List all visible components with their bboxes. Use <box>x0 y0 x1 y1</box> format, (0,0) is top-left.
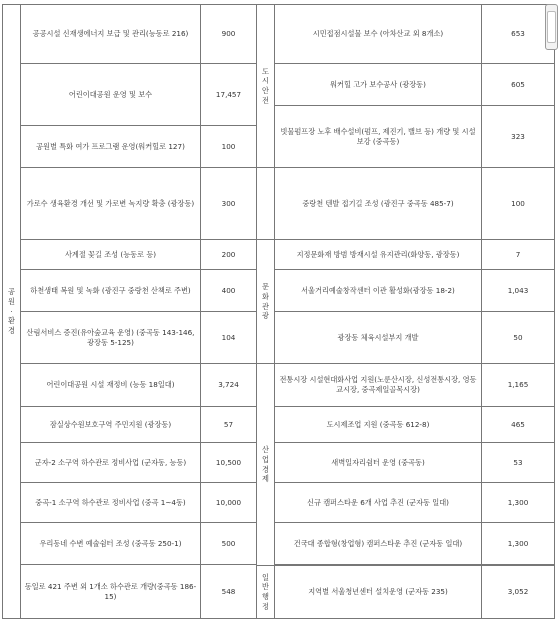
right-item-text: 도시제조업 지원 (중곡동 612-8) <box>275 407 482 443</box>
right-item-text: 건국대 종합형(창업형) 캠퍼스타운 추진 (군자동 일대) <box>275 523 482 565</box>
left-item-text: 잠실상수원보호구역 주민지원 (광장동) <box>21 407 201 443</box>
right-item-text: 시민접점시설물 보수 (아차산교 외 8개소) <box>275 5 482 64</box>
table-row <box>3 270 555 312</box>
left-item-amount: 548 <box>201 565 257 619</box>
left-item-text: 가로수 생육환경 개선 및 가로변 녹지량 확충 (광장동) <box>21 168 201 240</box>
right-item-amount: 653 <box>482 5 555 64</box>
right-item-text: 워커힐 고가 보수공사 (광장동) <box>275 64 482 106</box>
left-item-text: 군자-2 소구역 하수관로 정비사업 (군자동, 능동) <box>21 443 201 483</box>
right-item-amount: 100 <box>482 168 555 240</box>
table-row <box>3 407 555 443</box>
category-park-environment: 공 원 · 환 경 <box>3 5 21 619</box>
right-item-text: 중랑천 텐발 접기길 조성 (광진구 중곡동 485-7) <box>275 168 482 240</box>
left-item-amount: 10,000 <box>201 483 257 523</box>
right-item-amount: 50 <box>482 312 555 364</box>
left-item-text: 하천생태 복원 및 녹화 (광진구 중랑천 산책로 주변) <box>21 270 201 312</box>
right-item-amount: 7 <box>482 240 555 270</box>
right-item-amount: 605 <box>482 64 555 106</box>
left-item-text: 동일로 421 주변 외 1개소 하수관로 개량(중곡동 186-15) <box>21 565 201 619</box>
left-item-amount: 500 <box>201 523 257 565</box>
table-row <box>3 483 555 523</box>
right-item-text: 광장동 체육시설부지 개발 <box>275 312 482 364</box>
table-row <box>3 364 555 407</box>
table-row <box>3 312 555 364</box>
left-item-amount: 300 <box>201 168 257 240</box>
left-item-amount: 100 <box>201 126 257 168</box>
left-item-text: 우리동네 수변 예술쉼터 조성 (중곡동 250-1) <box>21 523 201 565</box>
left-item-text: 사계절 꽃길 조성 (능동로 등) <box>21 240 201 270</box>
right-item-text: 서울거리예술창작센터 이관 활성화(광장동 18-2) <box>275 270 482 312</box>
right-item-amount: 53 <box>482 443 555 483</box>
left-item-text: 중곡-1 소구역 하수관로 정비사업 (중곡 1~4동) <box>21 483 201 523</box>
right-item-amount: 1,165 <box>482 364 555 407</box>
right-item-amount: 1,300 <box>482 523 555 565</box>
right-item-text: 신규 캠퍼스타운 6개 사업 추진 (군자동 일대) <box>275 483 482 523</box>
left-item-text: 어린이대공원 시설 재정비 (능동 18일대) <box>21 364 201 407</box>
right-item-text: 새벽일자리쉼터 운영 (중곡동) <box>275 443 482 483</box>
right-item-text: 빗물펌프장 노후 배수설비(펌프, 제진기, 밸브 등) 개량 및 시설보강 (중곡동) <box>275 106 482 168</box>
category-urban-safety: 도 시 안 전 <box>257 5 275 168</box>
category-culture-tourism: 문 화 관 광 <box>257 240 275 364</box>
left-item-amount: 400 <box>201 270 257 312</box>
left-item-amount: 3,724 <box>201 364 257 407</box>
right-item-text: 지역별 서울청년센터 설치운영 (군자동 235) <box>275 566 482 619</box>
left-item-amount: 900 <box>201 5 257 64</box>
scrollbar[interactable] <box>545 4 558 50</box>
left-item-text: 공공시설 신재생에너지 보급 및 관리(능동로 216) <box>21 5 201 64</box>
category-industry-economy: 산 업 경 제 <box>257 364 275 566</box>
left-item-amount: 57 <box>201 407 257 443</box>
left-item-amount: 17,457 <box>201 64 257 126</box>
left-item-amount: 104 <box>201 312 257 364</box>
right-item-text: 전통시장 시설현대화사업 지원(노룬산시장, 신성전통시장, 영동교시장, 중곡제일골목시장) <box>275 364 482 407</box>
right-item-amount: 1,043 <box>482 270 555 312</box>
budget-table-main <box>2 4 555 619</box>
right-item-amount: 3,052 <box>482 566 555 619</box>
right-item-amount: 465 <box>482 407 555 443</box>
scrollbar-thumb[interactable] <box>547 11 556 43</box>
right-item-text: 지정문화재 방범 방재시설 유지관리(화양동, 광장동) <box>275 240 482 270</box>
table-row <box>3 443 555 483</box>
category-general-admin: 일 반 행 정 <box>257 566 275 619</box>
left-item-amount: 200 <box>201 240 257 270</box>
left-item-amount: 10,500 <box>201 443 257 483</box>
table-row <box>3 168 555 240</box>
left-item-text: 어린이대공원 운영 및 보수 <box>21 64 201 126</box>
right-item-amount: 323 <box>482 106 555 168</box>
table-row <box>3 240 555 270</box>
table-row <box>3 523 555 565</box>
left-item-text: 공원별 특화 여가 프로그램 운영(워커힐로 127) <box>21 126 201 168</box>
right-item-amount: 1,300 <box>482 483 555 523</box>
left-item-text: 산림서비스 증진(유아숲교육 운영) (중곡동 143-146, 광장동 5-125) <box>21 312 201 364</box>
table-row <box>3 5 555 64</box>
